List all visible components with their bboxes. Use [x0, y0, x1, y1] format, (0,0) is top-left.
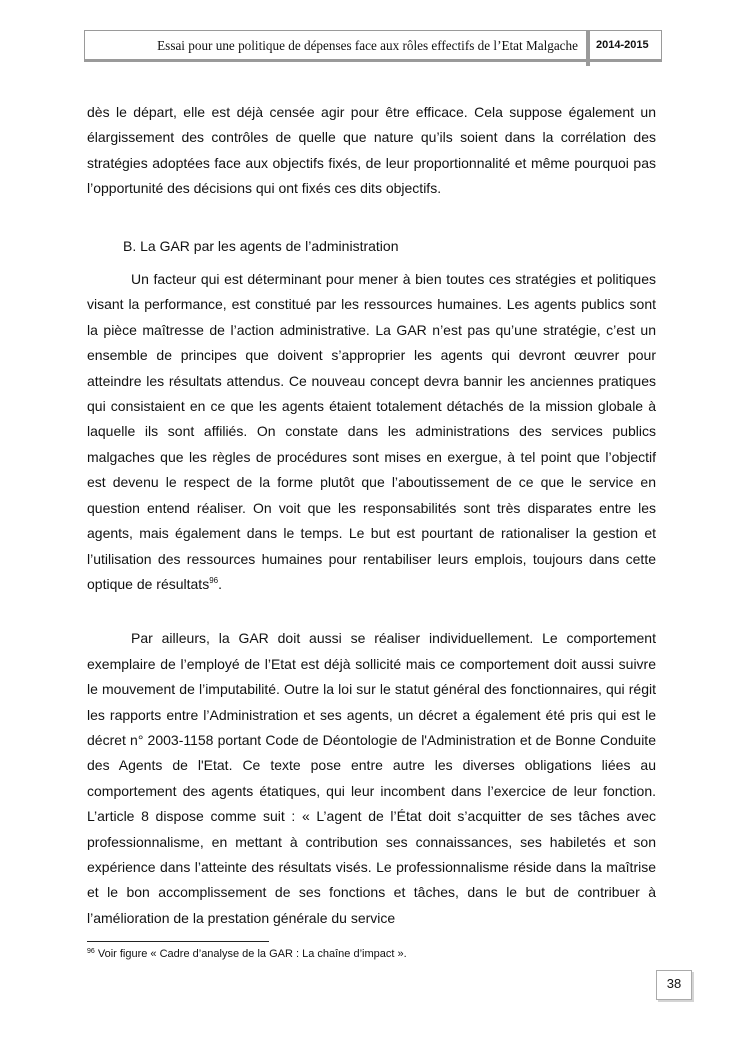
header-title: Essai pour une politique de dépenses face aux rôles effectifs de l’Etat Malgache — [84, 30, 586, 62]
paragraph-text: Un facteur qui est déterminant pour mener à bien toutes ces stratégies et politiques visant la performance, est constitué par les ressources humaines. Les agents publics sont la pièce maîtresse de l’action administrative. La GAR n’est pas qu’une stratégie, c’est un ensemble de principes que doivent s’approprier les agents qui devront œuvrer pour atteindre les résultats attendus. Ce nouveau concept devra bannir les anciennes pratiques qui consistaient en ce que les agents étaient totalement détachés de la mission globale à laquelle ils sont affiliés. On constate dans les administrations des services publics malgaches que les règles de procédures sont mises en exergue, à tel point que l’objectif est devenu le respect de la forme plutôt que l’aboutissement de ce que le service en question entend réaliser. On voit que les responsabilités sont très disparates entre les agents, mais également dans le temps. Le but est pourtant de rationaliser la gestion et l’utilisation des ressources humaines pour rentabiliser leurs emplois, toujours dans cette optique de résultats — [87, 271, 656, 592]
page-number: 38 — [656, 970, 692, 1000]
footnote-number: 96 — [87, 948, 95, 955]
footnote-text: Voir figure « Cadre d’analyse de la GAR : La chaîne d’impact ». — [94, 948, 407, 960]
paragraph-continuation: dès le départ, elle est déjà censée agir pour être efficace. Cela suppose également un élargissement des contrôles de quelle que nature qu’ils soient dans la corrélation des stratégies adoptées face aux objectifs fixés, de leur proportionnalité et même pourquoi pas l’opportunité des décisions qui ont fixés ces dits objectifs. — [87, 104, 656, 197]
footnote-reference[interactable]: 96 — [209, 575, 219, 585]
section-heading: B. La GAR par les agents de l’administration — [123, 237, 399, 254]
paragraph-end: . — [218, 575, 222, 592]
paragraph-individual-gar: Par ailleurs, la GAR doit aussi se réaliser individuellement. Le comportement exemplaire de l’employé de l’Etat est déjà sollicité mais ce comportement doit aussi suivre le mouvement de l’imputabilité. Outre la loi sur le statut général des fonctionnaires, qui régit les rapports entre l’Administration et ses agents, un décret a également été pris qui est le décret n° 2003-1158 portant Code de Déontologie de l'Administration et de Bonne Conduite des Agents de l'Etat. Ce texte pose entre autre les diverses obligations liées au comportement des agents étatiques, qui leur incombent dans l’exercice de leur fonction. L’article 8 dispose comme suit : « L’agent de l’État doit s’acquitter de ses tâches avec professionnalisme, en mettant à contribution ses connaissances, ses habiletés et son expérience dans l’atteinte des résultats visés. Le professionnalisme réside dans la maîtrise et le bon accomplissement de ses fonctions et tâches, dans le but de contribuer à l’amélioration de la prestation générale du service — [87, 630, 656, 926]
page-body — [87, 100, 656, 931]
running-header — [84, 30, 662, 66]
footnote-divider — [87, 941, 269, 942]
paragraph-human-resources — [87, 267, 656, 597]
footnote — [87, 946, 656, 962]
header-year: 2014-2015 — [590, 30, 662, 62]
